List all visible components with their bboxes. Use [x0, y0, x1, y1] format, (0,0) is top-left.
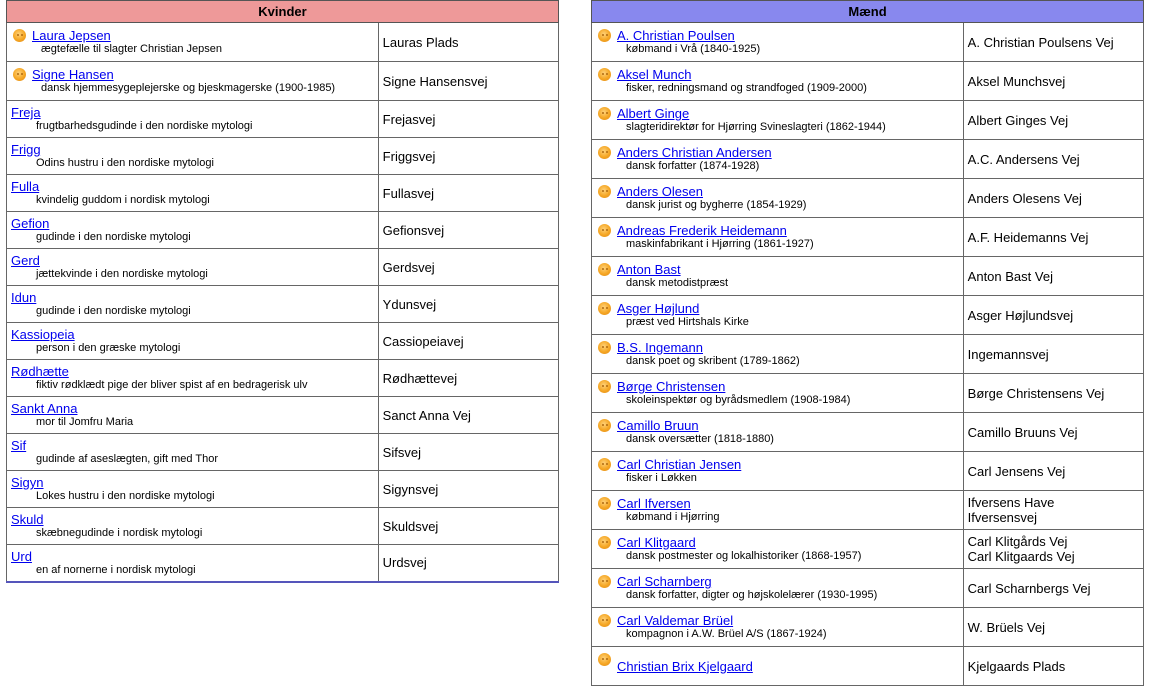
- street-name: Sifsvej: [382, 444, 421, 460]
- person-cell: [592, 140, 964, 179]
- table-row: [592, 218, 1144, 257]
- street-name: Anton Bast Vej: [967, 268, 1053, 284]
- person-cell: [592, 296, 964, 335]
- street-cell: [963, 257, 1143, 296]
- street-name: Ingemannsvej: [967, 346, 1049, 362]
- table-row: [7, 471, 559, 508]
- person-cell: [592, 569, 964, 608]
- person-description: dansk oversætter (1818-1880): [626, 433, 774, 445]
- person-face-icon: [598, 263, 611, 276]
- street-name: Albert Ginges Vej: [967, 112, 1069, 128]
- street-name: Urdsvej: [382, 555, 427, 571]
- street-cell: [963, 569, 1143, 608]
- street-name: Cassiopeiavej: [382, 333, 464, 349]
- street-cell: [378, 360, 558, 397]
- person-face-icon: [598, 614, 611, 627]
- street-name: Carl Klitgaards Vej: [967, 549, 1075, 564]
- street-name: Sigynsvej: [382, 481, 439, 497]
- table-row: [7, 397, 559, 434]
- person-cell: [592, 62, 964, 101]
- person-cell: [592, 23, 964, 62]
- person-description: mor til Jomfru Maria: [36, 416, 134, 428]
- person-description: slagteridirektør for Hjørring Svineslagteri (1862-1944): [626, 121, 886, 133]
- street-cell: [378, 101, 558, 138]
- street-cell: [378, 434, 558, 471]
- person-link[interactable]: Sankt Anna: [11, 401, 78, 416]
- street-cell: [963, 452, 1143, 491]
- street-name: Lauras Plads: [382, 34, 459, 50]
- person-description: dansk hjemmesygeplejerske og bjeskmagerske (1900-1985): [41, 82, 336, 94]
- person-link[interactable]: Albert Ginge: [617, 106, 690, 121]
- person-face-icon: [598, 146, 611, 159]
- person-face-icon: [598, 185, 611, 198]
- table-row: [592, 101, 1144, 140]
- street-cell: [963, 335, 1143, 374]
- person-link[interactable]: Rødhætte: [11, 364, 69, 379]
- table-row: [592, 452, 1144, 491]
- person-cell: [7, 397, 379, 434]
- table-row: [592, 374, 1144, 413]
- person-link[interactable]: Carl Valdemar Brüel: [617, 613, 734, 628]
- person-cell: [7, 23, 379, 62]
- person-link[interactable]: Carl Klitgaard: [617, 535, 696, 550]
- street-cell: [378, 545, 558, 582]
- person-face-icon: [598, 29, 611, 42]
- person-link[interactable]: Asger Højlund: [617, 301, 700, 316]
- street-cell: [378, 323, 558, 360]
- table-row: [592, 647, 1144, 686]
- street-name: Camillo Bruuns Vej: [967, 424, 1078, 440]
- person-description: købmand i Hjørring: [626, 511, 720, 523]
- person-description: en af nornerne i nordisk mytologi: [36, 563, 196, 576]
- men-table: [591, 0, 1144, 686]
- person-cell: [7, 471, 379, 508]
- person-cell: [7, 508, 379, 545]
- person-description: skoleinspektør og byrådsmedlem (1908-1984): [626, 394, 851, 406]
- street-name: Ifversensvej: [967, 510, 1038, 525]
- street-cell: [963, 218, 1143, 257]
- table-row: [592, 179, 1144, 218]
- person-cell: [7, 360, 379, 397]
- person-cell: [592, 413, 964, 452]
- person-cell: [7, 212, 379, 249]
- person-link[interactable]: Gefion: [11, 216, 50, 231]
- street-name: A. Christian Poulsens Vej: [967, 34, 1114, 50]
- table-row: [7, 101, 559, 138]
- table-row: [592, 140, 1144, 179]
- person-cell: [7, 434, 379, 471]
- person-description: Lokes hustru i den nordiske mytologi: [36, 490, 215, 502]
- street-cell: [378, 62, 558, 101]
- person-link[interactable]: Signe Hansen: [32, 67, 114, 82]
- person-cell: [7, 323, 379, 360]
- person-description: dansk forfatter, digter og højskolelærer (1930-1995): [626, 589, 878, 601]
- person-cell: [7, 62, 379, 101]
- street-cell: [963, 179, 1143, 218]
- women-table-header: Kvinder: [7, 1, 559, 23]
- person-face-icon: [598, 419, 611, 432]
- street-cell: [378, 23, 558, 62]
- person-link[interactable]: Camillo Bruun: [617, 418, 699, 433]
- person-description: dansk forfatter (1874-1928): [626, 160, 760, 172]
- person-face-icon: [598, 575, 611, 588]
- table-row: [592, 413, 1144, 452]
- person-face-icon: [598, 653, 611, 666]
- street-cell: [378, 471, 558, 508]
- person-link[interactable]: Skuld: [11, 512, 44, 527]
- person-cell: [592, 530, 964, 569]
- person-description: kompagnon i A.W. Brüel A/S (1867-1924): [626, 628, 827, 640]
- person-cell: [7, 545, 379, 582]
- person-link[interactable]: Aksel Munch: [617, 67, 692, 82]
- person-link[interactable]: Idun: [11, 290, 37, 305]
- person-face-icon: [598, 68, 611, 81]
- street-name: Carl Scharnbergs Vej: [967, 580, 1091, 596]
- men-table-header: Mænd: [592, 1, 1144, 23]
- person-cell: [7, 286, 379, 323]
- table-row: [592, 62, 1144, 101]
- person-cell: [7, 175, 379, 212]
- street-name: Asger Højlundsvej: [967, 307, 1074, 323]
- person-description: gudinde i den nordiske mytologi: [36, 231, 191, 243]
- street-cell: [378, 397, 558, 434]
- street-cell: [378, 249, 558, 286]
- street-cell: [963, 374, 1143, 413]
- table-row: [7, 434, 559, 471]
- person-description: maskinfabrikant i Hjørring (1861-1927): [626, 238, 814, 250]
- table-row: [7, 286, 559, 323]
- table-row: [7, 62, 559, 101]
- table-row: [7, 175, 559, 212]
- person-link[interactable]: Sigyn: [11, 475, 44, 490]
- person-link[interactable]: Anders Olesen: [617, 184, 703, 199]
- person-face-icon: [598, 497, 611, 510]
- table-row: [7, 212, 559, 249]
- street-name: Børge Christensens Vej: [967, 385, 1105, 401]
- street-name: Frejasvej: [382, 111, 436, 127]
- person-description: fiktiv rødklædt pige der bliver spist af en bedragerisk ulv: [36, 379, 308, 391]
- street-name: W. Brüels Vej: [967, 619, 1045, 635]
- street-name: Fullasvej: [382, 185, 434, 201]
- street-name: Carl Jensens Vej: [967, 463, 1066, 479]
- table-row: [592, 257, 1144, 296]
- table-row: [592, 530, 1144, 569]
- person-description: fisker, redningsmand og strandfoged (1909-2000): [626, 82, 867, 94]
- person-cell: [592, 608, 964, 647]
- person-link[interactable]: Anders Christian Andersen: [617, 145, 772, 160]
- table-row: [7, 360, 559, 397]
- street-cell: [963, 413, 1143, 452]
- person-description: ægtefælle til slagter Christian Jepsen: [41, 43, 222, 55]
- person-description: gudinde af aseslægten, gift med Thor: [36, 453, 219, 465]
- street-name: Signe Hansensvej: [382, 73, 488, 89]
- street-name: A.F. Heidemanns Vej: [967, 229, 1089, 245]
- person-face-icon: [598, 380, 611, 393]
- person-cell: [592, 179, 964, 218]
- person-link[interactable]: Freja: [11, 105, 41, 120]
- person-link[interactable]: Carl Ifversen: [617, 496, 691, 511]
- street-cell: [378, 212, 558, 249]
- person-description: dansk metodistpræst: [626, 277, 729, 289]
- street-name: Aksel Munchsvej: [967, 73, 1066, 89]
- person-description: købmand i Vrå (1840-1925): [626, 43, 761, 55]
- person-link[interactable]: Anton Bast: [617, 262, 681, 277]
- person-link[interactable]: Fulla: [11, 179, 40, 194]
- person-description: præst ved Hirtshals Kirke: [626, 316, 749, 328]
- table-row: [592, 608, 1144, 647]
- person-face-icon: [598, 341, 611, 354]
- person-face-icon: [598, 458, 611, 471]
- street-cell: [963, 296, 1143, 335]
- street-name: Friggsvej: [382, 148, 436, 164]
- street-cell: [963, 23, 1143, 62]
- table-row: [7, 249, 559, 286]
- street-name: A.C. Andersens Vej: [967, 151, 1080, 167]
- table-row: [592, 569, 1144, 608]
- person-link[interactable]: Carl Christian Jensen: [617, 457, 742, 472]
- street-cell: [963, 62, 1143, 101]
- street-cell: [963, 608, 1143, 647]
- person-description: fisker i Løkken: [626, 472, 697, 484]
- street-cell: [378, 286, 558, 323]
- street-cell: [378, 175, 558, 212]
- street-name: Rødhættevej: [382, 370, 458, 386]
- person-link[interactable]: Andreas Frederik Heidemann: [617, 223, 787, 238]
- person-face-icon: [598, 536, 611, 549]
- person-link[interactable]: Christian Brix Kjelgaard: [617, 658, 753, 674]
- person-link[interactable]: Kassiopeia: [11, 327, 75, 342]
- person-face-icon: [13, 68, 26, 81]
- street-cell: [963, 140, 1143, 179]
- person-description: frugtbarhedsgudinde i den nordiske mytologi: [36, 120, 253, 132]
- person-cell: [592, 101, 964, 140]
- person-cell: [592, 335, 964, 374]
- person-description: kvindelig guddom i nordisk mytologi: [36, 194, 210, 206]
- person-description: person i den græske mytologi: [36, 342, 181, 354]
- street-name: Carl Klitgårds Vej: [967, 534, 1068, 549]
- person-cell: [592, 491, 964, 530]
- person-link[interactable]: Frigg: [11, 142, 41, 157]
- street-name: Ifversens Have: [967, 495, 1055, 510]
- person-cell: [592, 257, 964, 296]
- street-cell: [963, 530, 1143, 569]
- street-name: Gerdsvej: [382, 259, 435, 275]
- street-name: Anders Olesens Vej: [967, 190, 1082, 206]
- street-cell: [963, 101, 1143, 140]
- person-link[interactable]: Gerd: [11, 253, 40, 268]
- person-face-icon: [598, 224, 611, 237]
- table-row: [592, 491, 1144, 530]
- person-link[interactable]: Urd: [11, 548, 32, 564]
- person-link[interactable]: Børge Christensen: [617, 379, 726, 394]
- person-face-icon: [598, 107, 611, 120]
- person-description: jættekvinde i den nordiske mytologi: [36, 268, 208, 280]
- person-cell: [7, 101, 379, 138]
- table-row: [7, 138, 559, 175]
- person-description: skæbnegudinde i nordisk mytologi: [36, 527, 203, 539]
- street-cell: [963, 491, 1143, 530]
- person-link[interactable]: Sif: [11, 438, 27, 453]
- person-description: dansk poet og skribent (1789-1862): [626, 355, 800, 367]
- person-link[interactable]: A. Christian Poulsen: [617, 28, 735, 43]
- street-cell: [378, 138, 558, 175]
- person-link[interactable]: B.S. Ingemann: [617, 340, 703, 355]
- table-row: [592, 23, 1144, 62]
- table-row: [592, 335, 1144, 374]
- table-row: [7, 323, 559, 360]
- street-cell: [963, 647, 1143, 686]
- person-link[interactable]: Laura Jepsen: [32, 28, 111, 43]
- person-description: Odins hustru i den nordiske mytologi: [36, 157, 214, 169]
- person-link[interactable]: Carl Scharnberg: [617, 574, 712, 589]
- person-face-icon: [598, 302, 611, 315]
- street-name: Ydunsvej: [382, 296, 437, 312]
- table-row: [7, 23, 559, 62]
- table-row: [7, 508, 559, 545]
- street-name: Gefionsvej: [382, 222, 445, 238]
- person-cell: [592, 218, 964, 257]
- women-table: [6, 0, 559, 583]
- person-cell: [7, 249, 379, 286]
- street-name: Kjelgaards Plads: [967, 658, 1066, 674]
- person-cell: [592, 452, 964, 491]
- person-cell: [592, 647, 964, 686]
- person-description: dansk postmester og lokalhistoriker (1868-1957): [626, 550, 862, 562]
- person-description: dansk jurist og bygherre (1854-1929): [626, 199, 807, 211]
- table-row: [7, 545, 559, 582]
- person-cell: [7, 138, 379, 175]
- person-description: gudinde i den nordiske mytologi: [36, 305, 191, 317]
- street-name: Sanct Anna Vej: [382, 407, 471, 423]
- street-name: Skuldsvej: [382, 518, 439, 534]
- table-row: [592, 296, 1144, 335]
- street-cell: [378, 508, 558, 545]
- person-face-icon: [13, 29, 26, 42]
- person-cell: [592, 374, 964, 413]
